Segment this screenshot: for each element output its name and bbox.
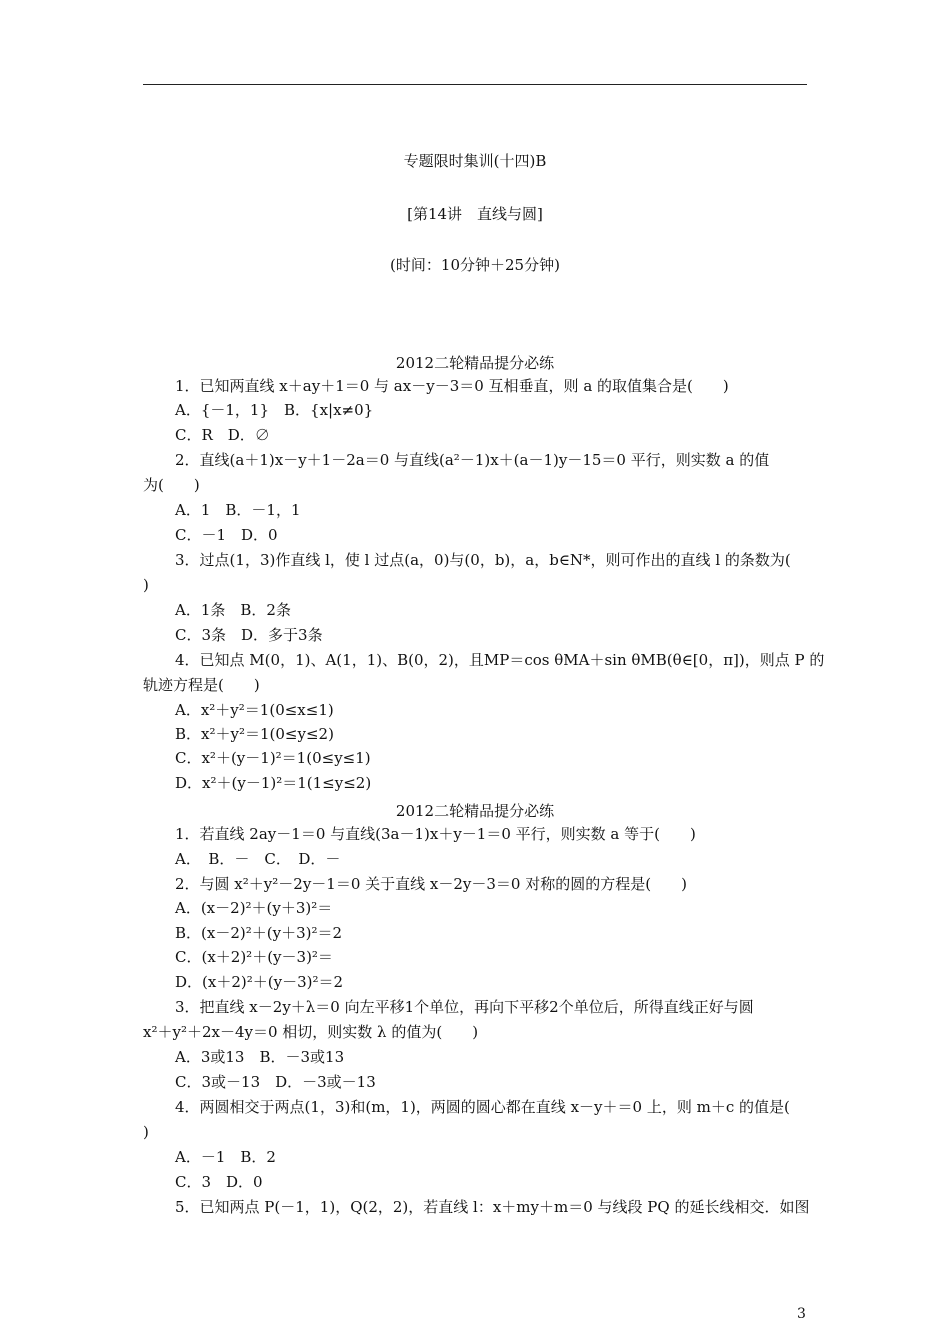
header-rule	[143, 84, 807, 85]
s2-q2-a: A．(x－2)²＋(y＋3)²＝	[175, 899, 333, 917]
s1-q4-c: C．x²＋(y－1)²＝1(0≤y≤1)	[175, 749, 371, 767]
page-title: 专题限时集训(十四)B	[403, 152, 547, 170]
s2-q1-opts: A． B．－ C． D．－	[175, 850, 341, 868]
section2-title: 2012二轮精品提分必练	[395, 802, 555, 820]
s1-q4-b: B．x²＋y²＝1(0≤y≤2)	[175, 725, 334, 743]
s2-q3-ab: A．3或13 B．－3或13	[175, 1048, 345, 1066]
s2-q3: 3．把直线 x－2y＋λ＝0 向左平移1个单位，再向下平移2个单位后，所得直线正好与圆	[175, 998, 754, 1016]
s1-q2-cont: 为( )	[143, 476, 200, 494]
s2-q1: 1．若直线 2ay－1＝0 与直线(3a－1)x＋y－1＝0 平行，则实数 a 等于( )	[175, 825, 696, 843]
s1-q3: 3．过点(1，3)作直线 l，使 l 过点(a，0)与(0，b)，a，b∈N*，则可作出的直线 l 的条数为(	[175, 551, 791, 569]
s2-q2-c: C．(x＋2)²＋(y－3)²＝	[175, 948, 333, 966]
s1-q3-cont: )	[143, 576, 149, 594]
time-allotment: (时间：10分钟＋25分钟)	[390, 256, 560, 274]
page-number: 3	[797, 1306, 806, 1322]
s2-q3-cont: x²＋y²＋2x－4y＝0 相切，则实数 λ 的值为( )	[143, 1023, 479, 1041]
s2-q2: 2．与圆 x²＋y²－2y－1＝0 关于直线 x－2y－3＝0 对称的圆的方程是( )	[175, 875, 687, 893]
lecture-subtitle: [第14讲 直线与圆]	[407, 205, 543, 223]
s1-q1-cd: C．R D．∅	[175, 426, 270, 444]
s1-q4-a: A．x²＋y²＝1(0≤x≤1)	[175, 701, 334, 719]
section1-title: 2012二轮精品提分必练	[395, 354, 555, 372]
s1-q3-cd: C．3条 D．多于3条	[175, 626, 323, 644]
s1-q4-cont: 轨迹方程是( )	[143, 676, 260, 694]
s2-q3-cd: C．3或－13 D．－3或－13	[175, 1073, 376, 1091]
s2-q5: 5．已知两点 P(－1，1)，Q(2，2)，若直线 l：x＋my＋m＝0 与线段 PQ 的延长线相交．如图	[175, 1198, 810, 1216]
s2-q2-d: D．(x＋2)²＋(y－3)²＝2	[175, 973, 344, 991]
s1-q1-ab: A．{－1，1} B．{x|x≠0}	[175, 401, 374, 419]
s1-q4-d: D．x²＋(y－1)²＝1(1≤y≤2)	[175, 774, 372, 792]
s1-q2: 2．直线(a＋1)x－y＋1－2a＝0 与直线(a²－1)x＋(a－1)y－15＝0 平行，则实数 a 的值	[175, 451, 770, 469]
s1-q3-ab: A．1条 B．2条	[175, 601, 291, 619]
s2-q2-b: B．(x－2)²＋(y＋3)²＝2	[175, 924, 343, 942]
s1-q2-ab: A．1 B．－1，1	[175, 501, 301, 519]
s1-q2-cd: C．－1 D．0	[175, 526, 278, 544]
s1-q1: 1．已知两直线 x＋ay＋1＝0 与 ax－y－3＝0 互相垂直，则 a 的取值集合是( )	[175, 377, 729, 395]
s2-q4-cd: C．3 D．0	[175, 1173, 263, 1191]
s1-q4: 4．已知点 M(0，1)、A(1，1)、B(0，2)，且MP＝cos θMA＋sin θMB(θ∈[0，π])，则点 P 的	[175, 651, 825, 669]
s2-q4: 4．两圆相交于两点(1，3)和(m，1)，两圆的圆心都在直线 x－y＋＝0 上，则 m＋c 的值是(	[175, 1098, 790, 1116]
s2-q4-ab: A．－1 B．2	[175, 1148, 276, 1166]
s2-q4-cont: )	[143, 1123, 149, 1141]
